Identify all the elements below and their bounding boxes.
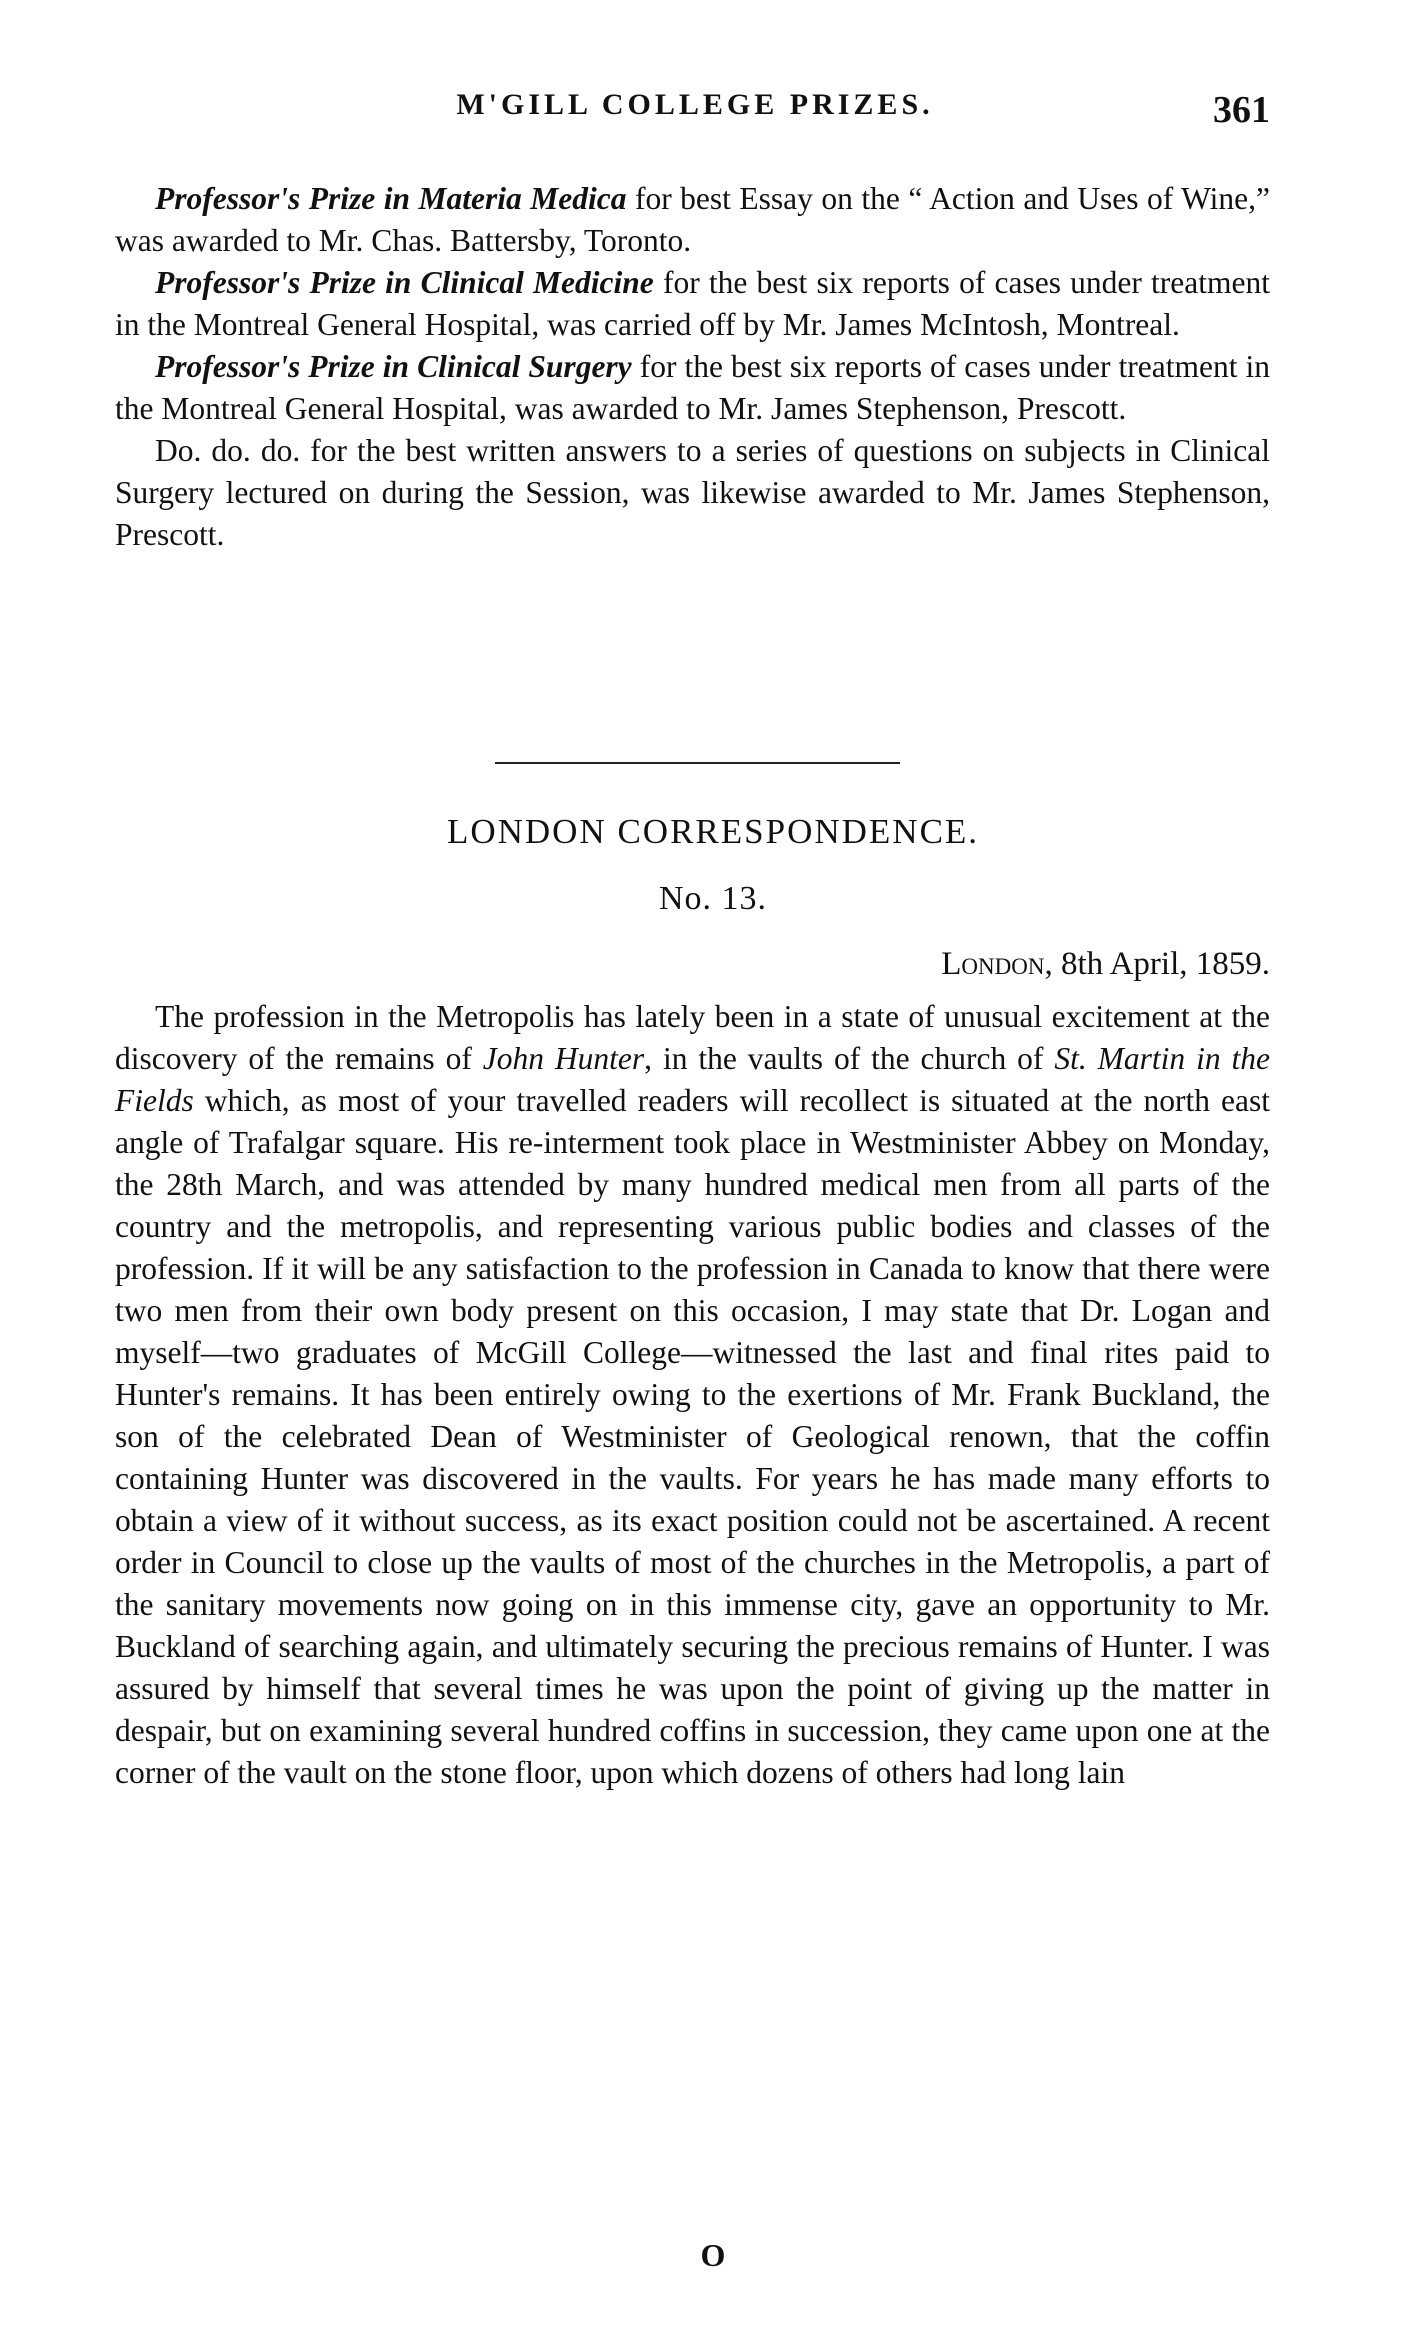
person-name: John Hunter [482, 1041, 645, 1076]
running-title: M'GILL COLLEGE PRIZES. [456, 88, 934, 121]
prize-paragraph [115, 178, 1270, 262]
letter-paragraph [115, 996, 1270, 1794]
prize-label: Professor's Prize in Materia Medica [155, 181, 627, 216]
dateline [941, 946, 1270, 983]
prize-text: for the best six reports of cases under treatment in the Montreal General Hospital, was carried off by Mr. James McIntosh, Montreal. [115, 265, 1270, 342]
prize-text: for best Essay on the “ Action and Uses of Wine,” was awarded to Mr. Chas. Battersby, Toronto. [115, 181, 1270, 258]
prize-label: Professor's Prize in Clinical Surgery [155, 349, 632, 384]
dateline-date: 8th April, 1859. [1052, 946, 1270, 982]
church-name: St. Martin in the Fields [115, 1041, 1270, 1118]
section-divider [495, 762, 900, 764]
letter-text: which, as most of your travelled readers will recollect is situated at the north east angle of Trafalgar square. His re-interment took place in Westminister Abbey on Monday, the 28th March, and was attended by many hundred medical men from all parts of the country and the metropolis, and representing various public bodies and classes of the profession. If it will be any satisfaction to the profession in Canada to know that there were two men from their own body present on this occasion, I may state that Dr. Logan and myself—two graduates of McGill College—witnessed the last and final rites paid to Hunter's remains. It has been entirely owing to the exertions of Mr. Frank Buckland, the son of the celebrated Dean of Westminister of Geological renown, that the coffin containing Hunter was discovered in the vaults. For years he has made many efforts to obtain a view of it without success, as its exact position could not be ascertained. A recent order in Council to close up the vaults of most of the churches in the Metropolis, a part of the sanitary movements now going on in this immense city, gave an opportunity to Mr. Buckland of searching again, and ultimately securing the precious remains of Hunter. I was assured by himself that several times he was upon the point of giving up the matter in despair, but on examining several hundred coffins in succession, they came upon one at the corner of the vault on the stone floor, upon which dozens of others had long lain [115, 1083, 1270, 1790]
prize-paragraph [115, 262, 1270, 346]
prize-paragraph [115, 430, 1270, 556]
prize-paragraph [115, 346, 1270, 430]
running-head [120, 88, 1270, 138]
letter-body [115, 996, 1270, 1794]
prizes-block [115, 178, 1270, 556]
letter-text: The profession in the Metropolis has lately been in a state of unusual excitement at the discovery of the remains of [115, 999, 1270, 1076]
letter-text: , in the vaults of the church of [644, 1041, 1055, 1076]
section-title: LONDON CORRESPONDENCE. [446, 812, 980, 851]
prize-text: Do. do. do. for the best written answers to a series of questions on subjects in Clinical Surgery lectured on during the Session, was likewise awarded to Mr. James Stephenson, Prescott. [115, 433, 1270, 552]
signature-mark: O [700, 2237, 726, 2273]
prize-label: Professor's Prize in Clinical Medicine [155, 265, 654, 300]
letter-number: No. 13. [658, 880, 768, 917]
page-number: 361 [1213, 89, 1270, 131]
prize-text: for the best six reports of cases under treatment in the Montreal General Hospital, was awarded to Mr. James Stephenson, Prescott. [115, 349, 1270, 426]
dateline-place: London, [941, 946, 1053, 982]
